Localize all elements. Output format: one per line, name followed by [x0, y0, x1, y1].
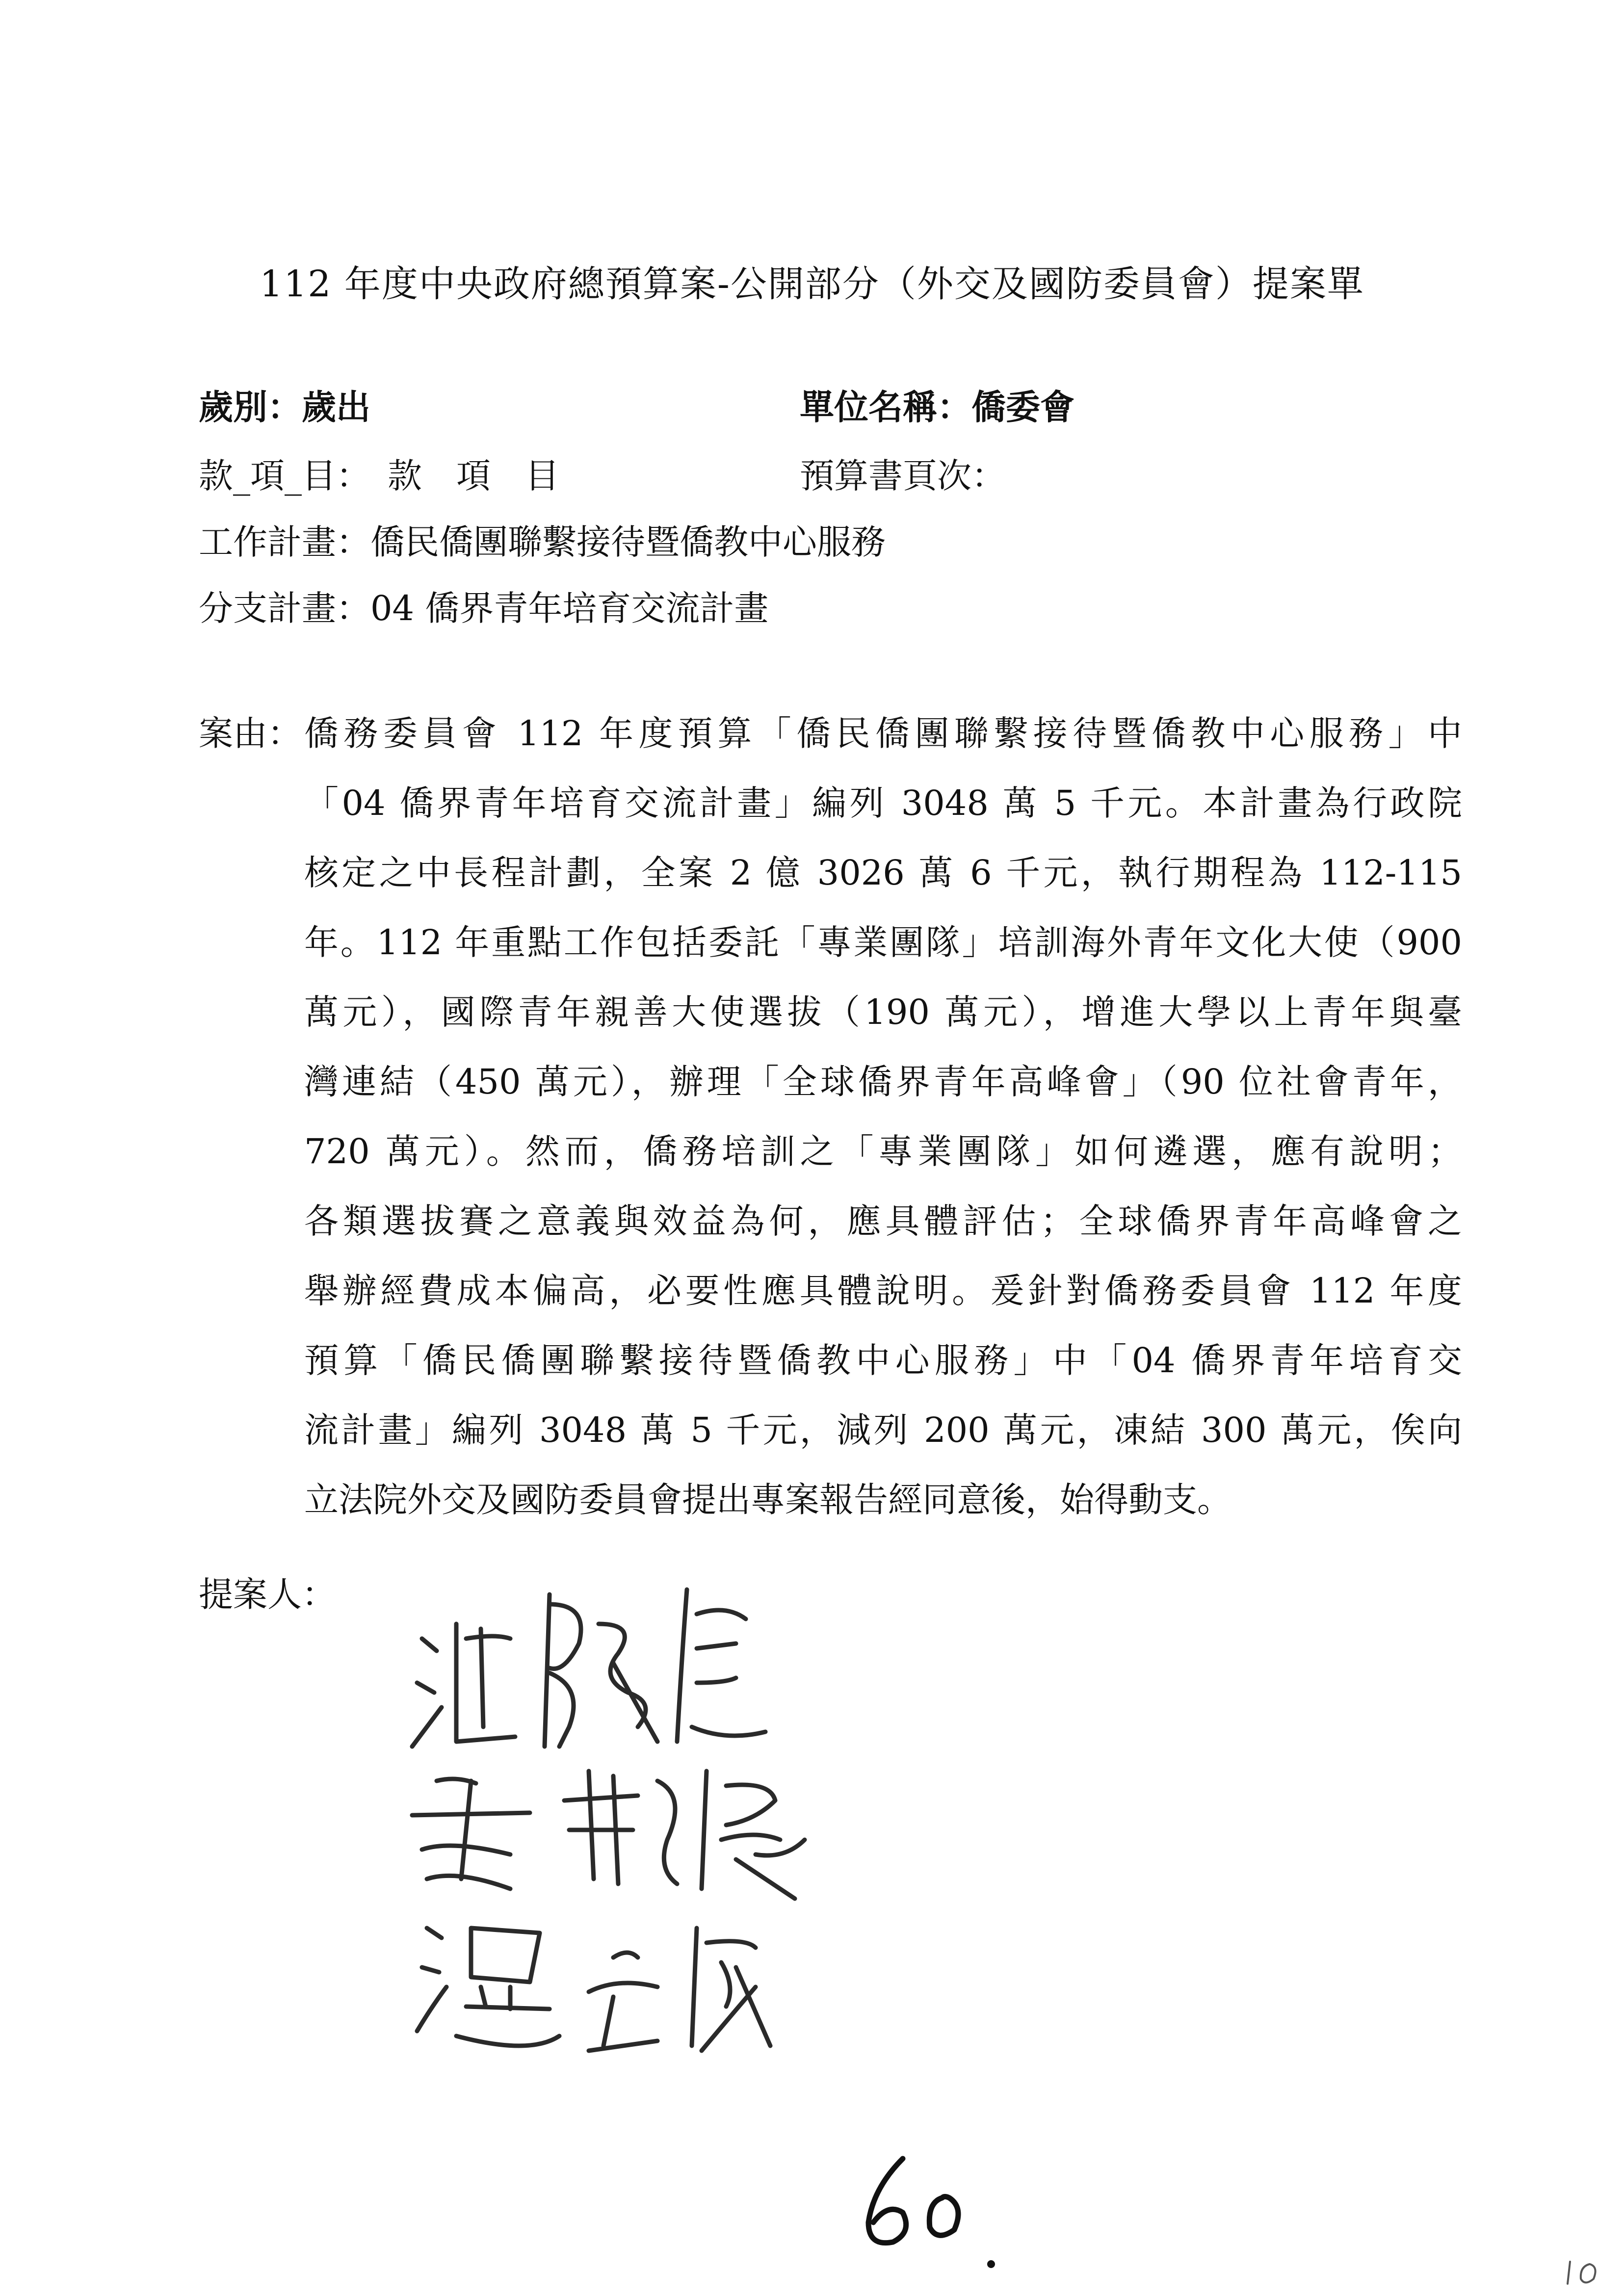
work-plan-field: 工作計畫：僑民僑團聯繫接待暨僑教中心服務 — [199, 522, 886, 562]
reason-label: 案由： — [199, 713, 302, 754]
year-type-field: 歲別：歲出 — [199, 387, 370, 427]
reason-line: 720 萬元）。然而，僑務培訓之「專業團隊」如何遴選，應有說明； — [304, 1131, 1462, 1172]
reason-line: 僑務委員會 112 年度預算「僑民僑團聯繫接待暨僑教中心服務」中 — [304, 713, 1462, 754]
reason-line: 核定之中長程計劃，全案 2 億 3026 萬 6 千元，執行期程為 112-115 — [304, 853, 1462, 893]
signature-2 — [412, 1771, 805, 1899]
corner-page-number — [1560, 2252, 1614, 2291]
reason-line: 預算「僑民僑團聯繫接待暨僑教中心服務」中「04 僑界青年培育交 — [304, 1340, 1462, 1381]
reason-body — [304, 699, 1462, 1535]
reason-line: 灣連結（450 萬元），辦理「全球僑界青年高峰會」（90 位社會青年， — [304, 1062, 1462, 1102]
budget-page-field: 預算書頁次： — [800, 456, 1006, 496]
signature-3 — [417, 1928, 770, 2051]
reason-line: 「04 僑界青年培育交流計畫」編列 3048 萬 5 千元。本計畫為行政院 — [304, 783, 1462, 823]
document-title: 112 年度中央政府總預算案-公開部分（外交及國防委員會）提案單 — [260, 263, 1364, 305]
handwritten-page-number — [844, 2124, 1021, 2271]
handwritten-signatures — [383, 1565, 922, 2070]
signature-1 — [412, 1590, 765, 1747]
sub-plan-field: 分支計畫：04 僑界青年培育交流計畫 — [199, 588, 769, 628]
reason-line: 舉辦經費成本偏高，必要性應具體說明。爰針對僑務委員會 112 年度 — [304, 1271, 1462, 1311]
unit-name-field: 單位名稱：僑委會 — [800, 387, 1074, 427]
reason-line: 各類選拔賽之意義與效益為何，應具體評估；全球僑界青年高峰會之 — [304, 1201, 1462, 1241]
kuan-xiang-mu-field: 款_項_目： 款 項 目 — [199, 456, 559, 496]
reason-line: 立法院外交及國防委員會提出專案報告經同意後，始得動支。 — [304, 1480, 1231, 1520]
reason-line: 萬元），國際青年親善大使選拔（190 萬元），增進大學以上青年與臺 — [304, 992, 1462, 1032]
proposer-label: 提案人： — [199, 1574, 336, 1615]
reason-line: 流計畫」編列 3048 萬 5 千元，減列 200 萬元，凍結 300 萬元，俟向 — [304, 1410, 1462, 1450]
reason-line: 年。112 年重點工作包括委託「專業團隊」培訓海外青年文化大使（900 — [304, 922, 1462, 963]
